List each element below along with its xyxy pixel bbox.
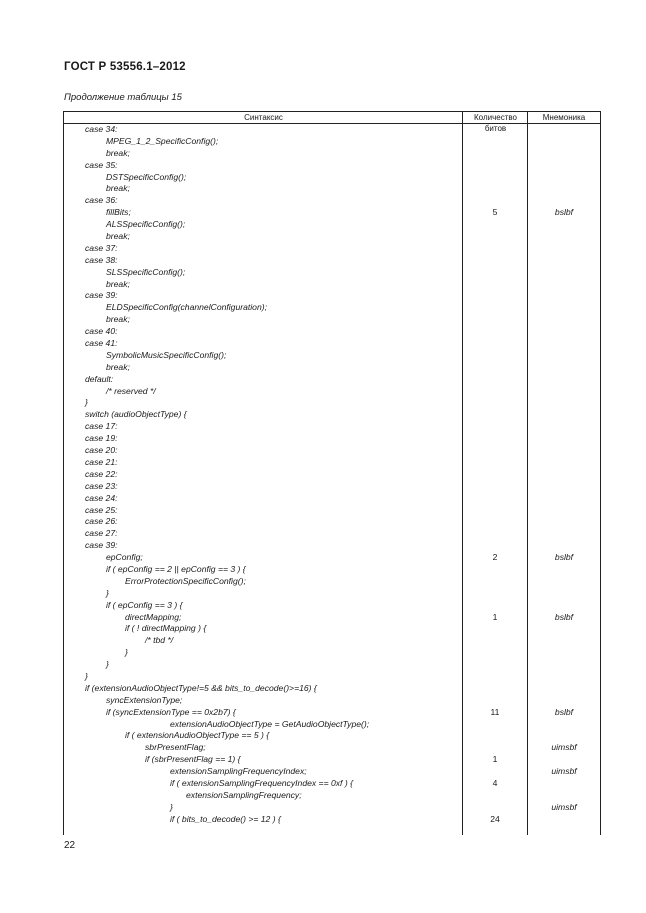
syntax-cell: case 39: xyxy=(85,290,118,301)
table-caption: Продолжение таблицы 15 xyxy=(64,92,182,103)
table-row xyxy=(64,493,600,505)
table-row xyxy=(64,659,600,671)
syntax-cell: if ( extensionSamplingFrequencyIndex == 0xf ) { xyxy=(170,777,353,788)
table-row xyxy=(64,695,600,707)
table-row xyxy=(64,481,600,493)
table-row xyxy=(64,445,600,457)
table-row xyxy=(64,433,600,445)
syntax-cell: if (syncExtensionType == 0x2b7) { xyxy=(106,706,236,717)
syntax-cell: break; xyxy=(106,278,130,289)
document-id: ГОСТ Р 53556.1–2012 xyxy=(64,61,186,73)
syntax-cell: case 38: xyxy=(85,254,118,265)
syntax-cell: extensionAudioObjectType = GetAudioObjectType(); xyxy=(170,718,370,729)
syntax-cell: MPEG_1_2_SpecificConfig(); xyxy=(106,135,219,146)
syntax-cell: break; xyxy=(106,231,130,242)
table-row xyxy=(64,719,600,731)
syntax-cell: if ( epConfig == 3 ) { xyxy=(106,599,183,610)
table-row xyxy=(64,790,600,802)
table-row xyxy=(64,219,600,231)
syntax-cell: if ( bits_to_decode() >= 12 ) { xyxy=(170,813,281,824)
table-row xyxy=(64,231,600,243)
table-row xyxy=(64,243,600,255)
syntax-cell: sbrPresentFlag; xyxy=(145,742,206,753)
syntax-table xyxy=(63,111,601,835)
table-row xyxy=(64,742,600,754)
table-row xyxy=(64,397,600,409)
syntax-cell: /* reserved */ xyxy=(106,385,156,396)
table-row xyxy=(64,469,600,481)
syntax-cell: if (extensionAudioObjectType!=5 && bits_to_decode()>=16) { xyxy=(85,682,317,693)
table-row xyxy=(64,386,600,398)
table-row xyxy=(64,374,600,386)
syntax-cell: case 19: xyxy=(85,433,118,444)
mnemonic-cell: uimsbf xyxy=(551,742,577,753)
mnemonic-cell: bslbf xyxy=(554,207,574,218)
syntax-cell: epConfig; xyxy=(106,552,143,563)
bit-count-cell: 5 xyxy=(492,207,498,218)
bit-count-cell: 1 xyxy=(492,611,498,622)
table-row xyxy=(64,421,600,433)
table-row xyxy=(64,350,600,362)
table-row xyxy=(64,255,600,267)
table-row xyxy=(64,540,600,552)
table-row xyxy=(64,172,600,184)
syntax-cell: SymbolicMusicSpecificConfig(); xyxy=(106,349,227,360)
table-row xyxy=(64,528,600,540)
table-row xyxy=(64,279,600,291)
syntax-cell: ELDSpecificConfig(channelConfiguration); xyxy=(106,302,267,313)
syntax-cell: syncExtensionType; xyxy=(106,694,183,705)
table-row xyxy=(64,195,600,207)
syntax-cell: if ( extensionAudioObjectType == 5 ) { xyxy=(125,730,270,741)
syntax-cell: case 23: xyxy=(85,480,118,491)
syntax-cell: break; xyxy=(106,314,130,325)
table-row xyxy=(64,576,600,588)
table-row xyxy=(64,588,600,600)
table-row xyxy=(64,564,600,576)
table-row xyxy=(64,302,600,314)
mnemonic-cell: bslbf xyxy=(554,706,574,717)
table-row xyxy=(64,766,600,778)
table-row xyxy=(64,635,600,647)
syntax-cell: default: xyxy=(85,373,114,384)
syntax-cell: switch (audioObjectType) { xyxy=(85,409,187,420)
syntax-cell: break; xyxy=(106,361,130,372)
syntax-cell: extensionSamplingFrequency; xyxy=(186,789,302,800)
mnemonic-cell: uimsbf xyxy=(551,766,577,777)
syntax-cell: break; xyxy=(106,183,130,194)
table-row xyxy=(64,338,600,350)
table-row xyxy=(64,814,600,826)
table-row xyxy=(64,623,600,635)
table-row xyxy=(64,148,600,160)
syntax-cell: } xyxy=(170,801,173,812)
table-row xyxy=(64,647,600,659)
table-row xyxy=(64,362,600,374)
table-body xyxy=(64,124,600,826)
syntax-cell: fillBits; xyxy=(106,207,131,218)
table-row xyxy=(64,457,600,469)
syntax-cell: case 39: xyxy=(85,540,118,551)
syntax-cell: break; xyxy=(106,147,130,158)
syntax-cell: case 27: xyxy=(85,528,118,539)
syntax-cell: } xyxy=(106,587,109,598)
syntax-cell: SLSSpecificConfig(); xyxy=(106,266,186,277)
syntax-cell: /* tbd */ xyxy=(145,635,174,646)
syntax-cell: ErrorProtectionSpecificConfig(); xyxy=(125,575,246,586)
table-row xyxy=(64,683,600,695)
table-row xyxy=(64,707,600,719)
table-row xyxy=(64,516,600,528)
syntax-cell: case 36: xyxy=(85,195,118,206)
table-row xyxy=(64,267,600,279)
table-row xyxy=(64,160,600,172)
table-row xyxy=(64,754,600,766)
header-mnemonic: Мнемоника xyxy=(542,113,586,122)
bit-count-cell: 24 xyxy=(490,813,500,824)
bit-count-cell: 11 xyxy=(490,706,500,717)
syntax-cell: ALSSpecificConfig(); xyxy=(106,219,186,230)
syntax-cell: directMapping; xyxy=(125,611,182,622)
syntax-cell: case 37: xyxy=(85,242,118,253)
syntax-cell: case 17: xyxy=(85,421,118,432)
table-row xyxy=(64,671,600,683)
table-row xyxy=(64,802,600,814)
syntax-cell: case 20: xyxy=(85,445,118,456)
header-bit-count: Количество битов xyxy=(474,113,517,133)
table-row xyxy=(64,778,600,790)
syntax-cell: case 22: xyxy=(85,468,118,479)
table-row xyxy=(64,600,600,612)
syntax-cell: case 41: xyxy=(85,338,118,349)
syntax-cell: if (sbrPresentFlag == 1) { xyxy=(145,754,241,765)
syntax-cell: } xyxy=(85,670,88,681)
table-row xyxy=(64,290,600,302)
table-row xyxy=(64,552,600,564)
syntax-cell: case 40: xyxy=(85,326,118,337)
page-number: 22 xyxy=(64,840,76,851)
syntax-cell: case 25: xyxy=(85,504,118,515)
mnemonic-cell: bslbf xyxy=(554,552,574,563)
table-row xyxy=(64,505,600,517)
syntax-cell: } xyxy=(125,647,128,658)
bit-count-cell: 1 xyxy=(492,754,498,765)
syntax-cell: case 34: xyxy=(85,124,118,134)
table-row xyxy=(64,183,600,195)
syntax-cell: extensionSamplingFrequencyIndex; xyxy=(170,766,307,777)
bit-count-cell: 4 xyxy=(492,777,498,788)
syntax-cell: if ( epConfig == 2 || epConfig == 3 ) { xyxy=(106,563,246,574)
syntax-cell: case 21: xyxy=(85,456,118,467)
syntax-cell: case 35: xyxy=(85,159,118,170)
table-row xyxy=(64,207,600,219)
mnemonic-cell: uimsbf xyxy=(551,801,577,812)
mnemonic-cell: bslbf xyxy=(554,611,574,622)
syntax-cell: if ( ! directMapping ) { xyxy=(125,623,207,634)
table-row xyxy=(64,612,600,624)
syntax-cell: case 26: xyxy=(85,516,118,527)
table-row xyxy=(64,730,600,742)
table-row xyxy=(64,124,600,136)
syntax-cell: } xyxy=(106,659,109,670)
syntax-cell: DSTSpecificConfig(); xyxy=(106,171,187,182)
table-row xyxy=(64,326,600,338)
table-row xyxy=(64,314,600,326)
header-syntax: Синтаксис xyxy=(244,113,283,122)
syntax-cell: case 24: xyxy=(85,492,118,503)
syntax-cell: } xyxy=(85,397,88,408)
table-row xyxy=(64,136,600,148)
bit-count-cell: 2 xyxy=(492,552,498,563)
table-row xyxy=(64,409,600,421)
